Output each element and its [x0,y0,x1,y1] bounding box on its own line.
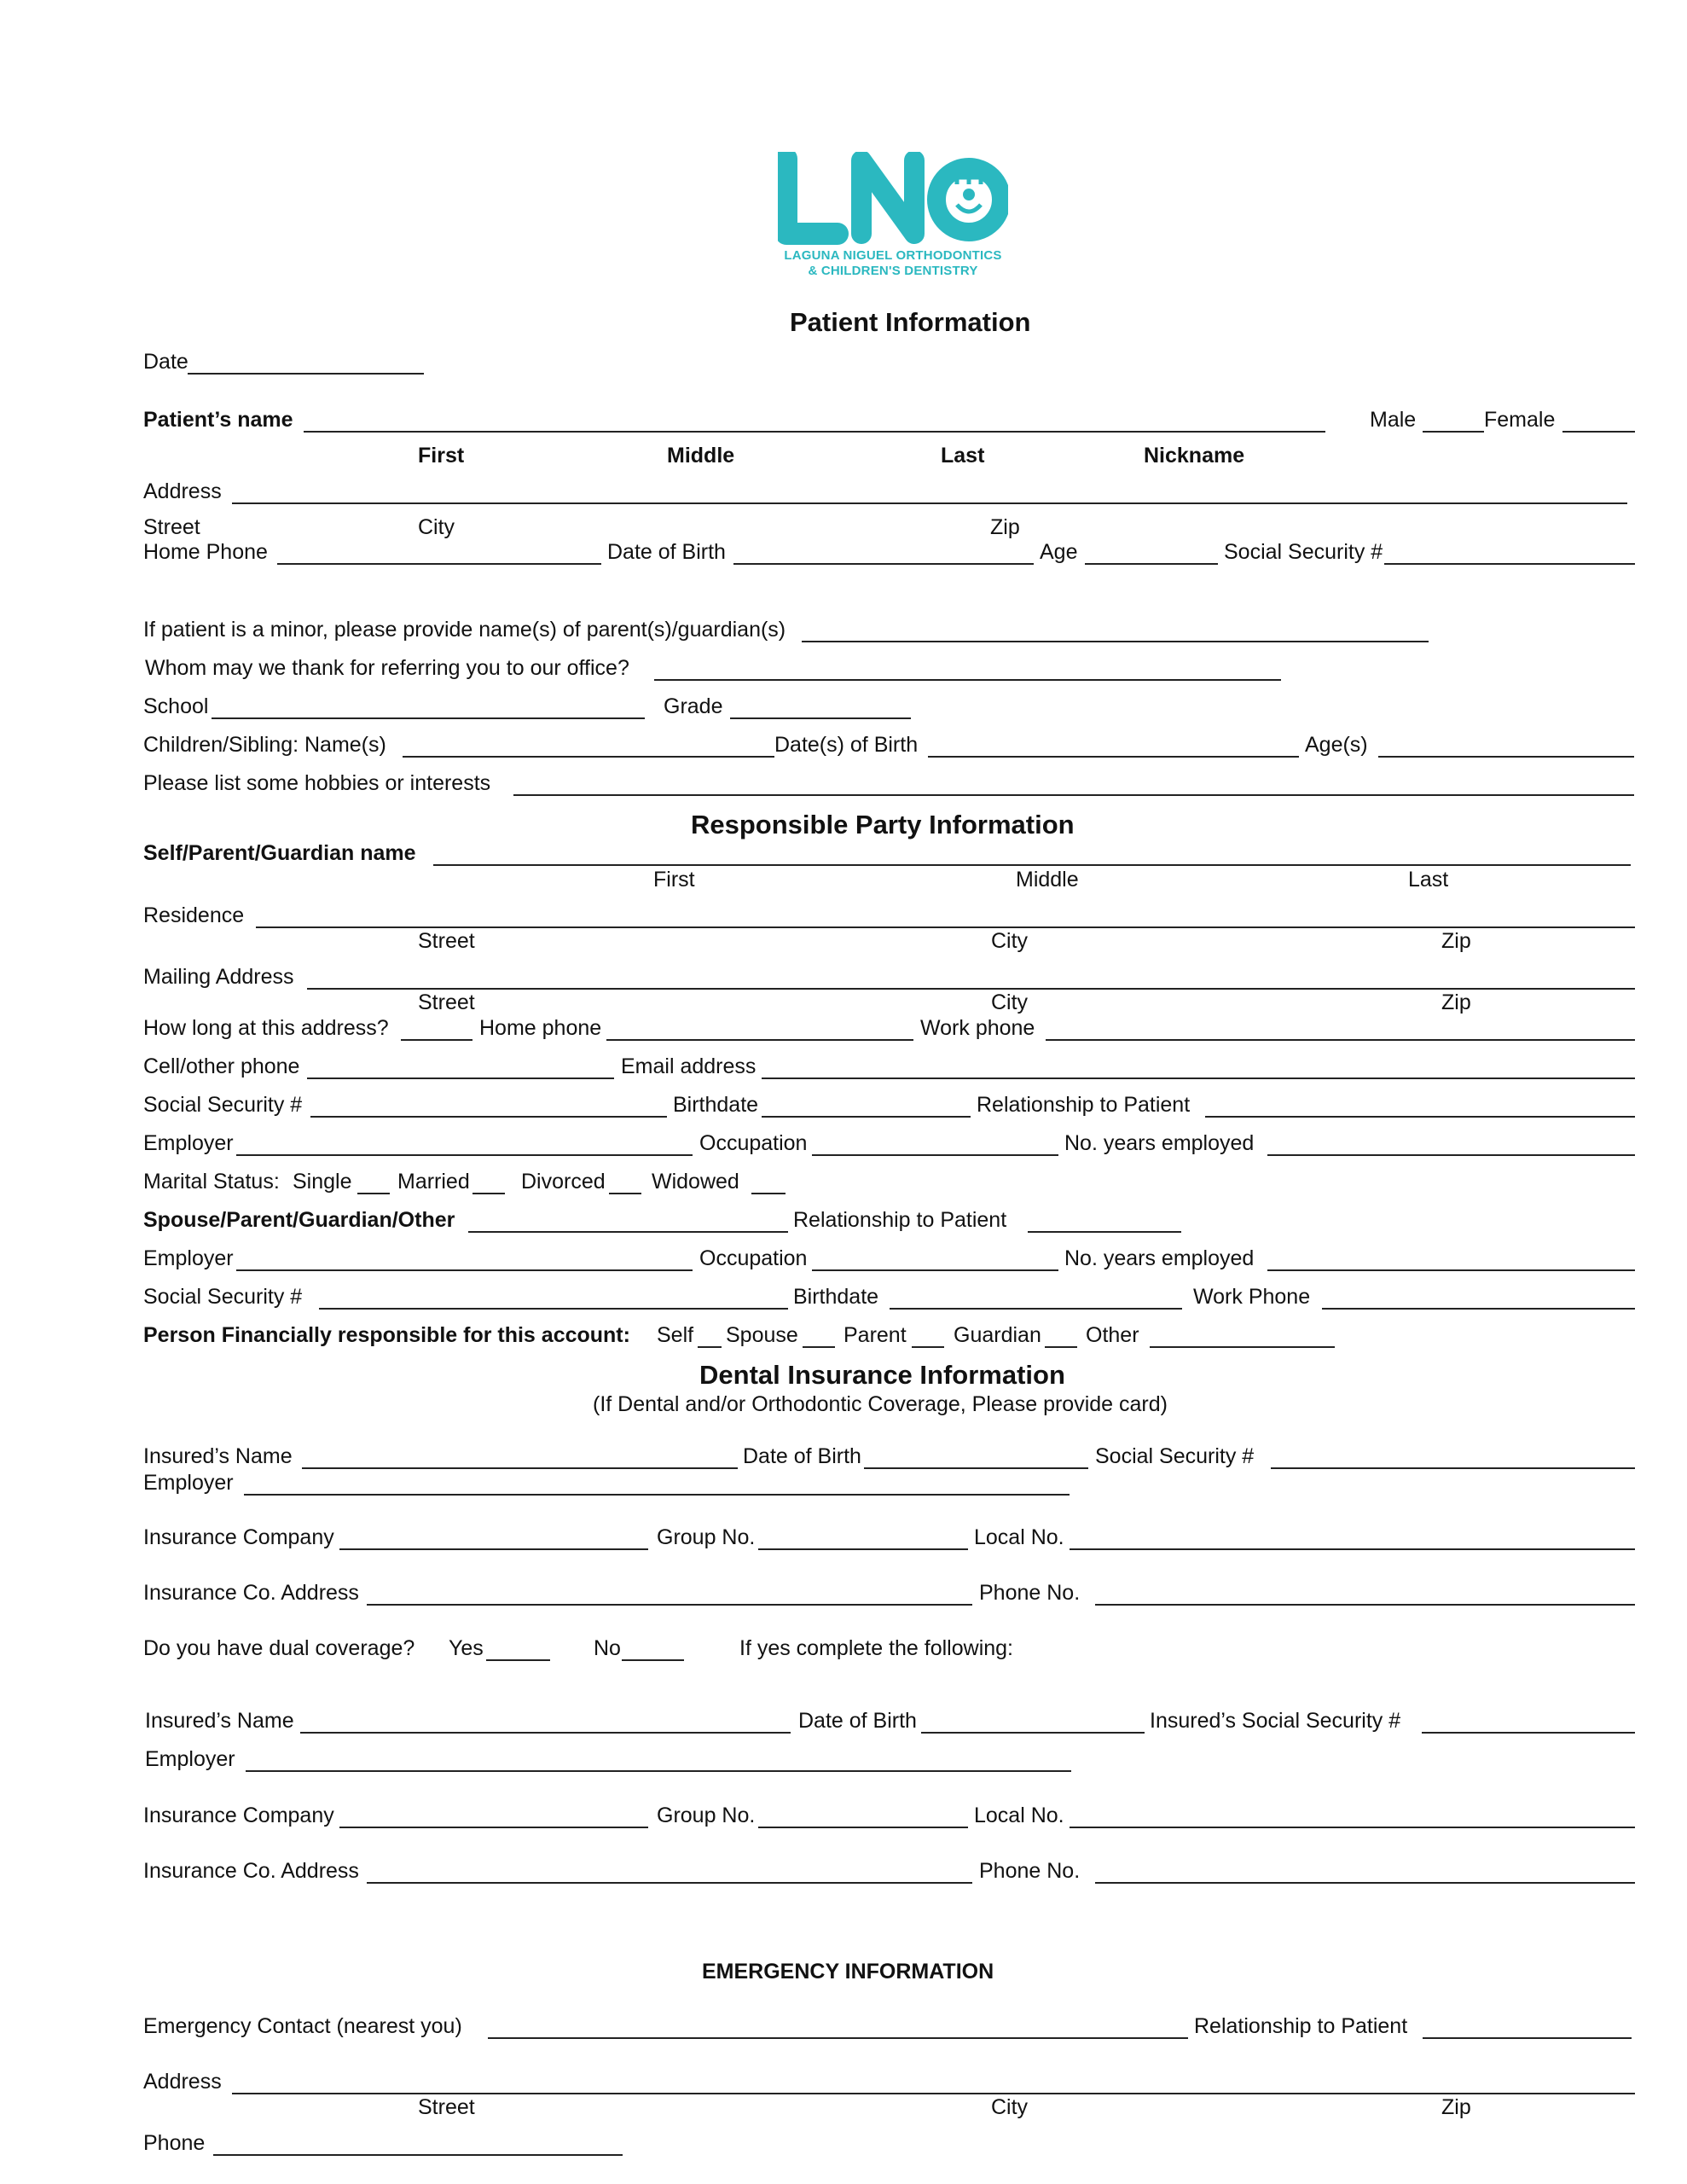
spouse-ssn-field[interactable] [319,1308,788,1310]
resp-relationship-label: Relationship to Patient [977,1093,1191,1117]
insured-ssn-field[interactable] [1271,1467,1635,1469]
insured-employer-field[interactable] [244,1494,1070,1496]
guardian-name-field[interactable] [433,864,1631,866]
school-label: School [143,694,209,718]
financial-guardian-label: Guardian [954,1323,1041,1347]
resp-years-field[interactable] [1267,1154,1635,1156]
emergency-street-caption: Street [418,2095,475,2119]
address-field[interactable] [232,502,1627,504]
emergency-address-label: Address [143,2070,222,2094]
insured-ssn-2-field[interactable] [1422,1732,1635,1734]
if-yes-label: If yes complete the following: [739,1636,1013,1660]
insured-name-label: Insured’s Name [143,1444,293,1468]
address-zip-caption: Zip [990,515,1020,539]
insurance-heading: Dental Insurance Information [699,1360,1065,1390]
spouse-field[interactable] [468,1231,788,1233]
resp-years-label: No. years employed [1064,1131,1255,1155]
ssn-field[interactable] [1384,563,1635,565]
dual-no-label: No [594,1636,621,1660]
spouse-relationship-label: Relationship to Patient [793,1208,1007,1232]
email-label: Email address [621,1054,757,1078]
resp-home-phone-field[interactable] [606,1039,913,1041]
residence-field[interactable] [256,926,1635,928]
insurance-phone-label: Phone No. [979,1581,1081,1605]
insurance-company-label: Insurance Company [143,1525,334,1549]
female-label: Female [1484,408,1556,432]
resp-work-phone-label: Work phone [920,1016,1035,1040]
spouse-employer-label: Employer [143,1246,234,1270]
widowed-field[interactable] [751,1193,786,1194]
insurance-address-field[interactable] [367,1604,972,1606]
local-no-field[interactable] [1070,1548,1635,1550]
siblings-age-field[interactable] [1378,756,1634,758]
referral-field[interactable] [654,679,1281,681]
resp-relationship-field[interactable] [1205,1116,1635,1118]
dual-no-field[interactable] [622,1659,684,1661]
page-title: Patient Information [790,307,1031,337]
financial-spouse-field[interactable] [803,1346,835,1348]
spouse-work-phone-label: Work Phone [1193,1285,1311,1309]
emergency-zip-caption: Zip [1441,2095,1471,2119]
spouse-label: Spouse/Parent/Guardian/Other [143,1208,455,1232]
school-field[interactable] [212,717,645,719]
home-phone-field[interactable] [277,563,601,565]
ssn-label: Social Security # [1224,540,1383,564]
insured-employer-2-label: Employer [145,1747,235,1771]
insurance-phone-2-label: Phone No. [979,1859,1081,1883]
financial-self-field[interactable] [698,1346,722,1348]
siblings-name-field[interactable] [403,756,774,758]
residence-zip-caption: Zip [1441,929,1471,953]
minor-label: If patient is a minor, please provide name(s) of parent(s)/guardian(s) [143,618,786,642]
married-label: Married [397,1170,470,1194]
group-no-label: Group No. [657,1525,756,1549]
financial-guardian-field[interactable] [1045,1346,1077,1348]
insurance-phone-field[interactable] [1095,1604,1635,1606]
emergency-phone-field[interactable] [213,2154,623,2156]
residence-city-caption: City [991,929,1029,953]
divorced-label: Divorced [521,1170,606,1194]
emergency-contact-field[interactable] [488,2037,1188,2039]
spouse-occupation-field[interactable] [812,1269,1058,1271]
name-middle-caption: Middle [667,444,735,468]
insurance-company-field[interactable] [339,1548,648,1550]
guardian-first-caption: First [653,868,695,892]
responsible-party-heading: Responsible Party Information [691,810,1075,839]
home-phone-label: Home Phone [143,540,268,564]
email-field[interactable] [762,1077,1635,1079]
spouse-occupation-label: Occupation [699,1246,808,1270]
spouse-years-label: No. years employed [1064,1246,1255,1270]
residence-label: Residence [143,903,245,927]
patient-name-label: Patient’s name [143,408,293,432]
name-last-caption: Last [941,444,985,468]
insurance-subheading: (If Dental and/or Orthodontic Coverage, Please provide card) [593,1392,1168,1416]
referral-label: Whom may we thank for referring you to our office? [145,656,629,680]
group-no-field[interactable] [758,1548,968,1550]
spouse-employer-field[interactable] [236,1269,693,1271]
spouse-work-phone-field[interactable] [1322,1308,1635,1310]
insured-name-field[interactable] [302,1467,738,1469]
financial-spouse-label: Spouse [726,1323,798,1347]
insurance-phone-2-field[interactable] [1095,1882,1635,1884]
guardian-name-label: Self/Parent/Guardian name [143,841,416,865]
grade-field[interactable] [730,717,911,719]
logo-caption-line1: LAGUNA NIGUEL ORTHODONTICS [784,248,1002,263]
emergency-contact-label: Emergency Contact (nearest you) [143,2014,462,2038]
financial-responsible-label: Person Financially responsible for this account: [143,1323,630,1347]
emergency-heading: EMERGENCY INFORMATION [702,1960,994,1984]
date-field[interactable] [188,373,424,375]
how-long-label: How long at this address? [143,1016,389,1040]
dual-yes-field[interactable] [486,1659,550,1661]
emergency-address-field[interactable] [232,2093,1635,2094]
married-field[interactable] [472,1193,505,1194]
hobbies-field[interactable] [513,794,1634,796]
date-label: Date [143,350,188,374]
insurance-company-2-field[interactable] [339,1827,648,1828]
male-label: Male [1370,408,1417,432]
group-no-2-label: Group No. [657,1804,756,1827]
single-label: Single [293,1170,352,1194]
siblings-dob-label: Date(s) of Birth [774,733,919,757]
financial-other-label: Other [1086,1323,1139,1347]
address-street-caption: Street [143,515,200,539]
spouse-years-field[interactable] [1267,1269,1635,1271]
insured-ssn-2-label: Insured’s Social Security # [1150,1709,1401,1733]
insured-employer-label: Employer [143,1471,234,1495]
spouse-relationship-field[interactable] [1028,1231,1181,1233]
male-field[interactable] [1423,431,1484,433]
single-field[interactable] [357,1193,390,1194]
address-city-caption: City [418,515,455,539]
patient-name-field[interactable] [304,431,1325,433]
insured-dob-field[interactable] [864,1467,1088,1469]
resp-home-phone-label: Home phone [479,1016,602,1040]
logo-caption-line2: & CHILDREN'S DENTISTRY [808,264,978,278]
widowed-label: Widowed [652,1170,739,1194]
resp-birthdate-label: Birthdate [673,1093,759,1117]
cell-phone-field[interactable] [307,1077,614,1079]
resp-occupation-label: Occupation [699,1131,808,1155]
resp-ssn-field[interactable] [310,1116,667,1118]
name-nickname-caption: Nickname [1144,444,1245,468]
insurance-address-label: Insurance Co. Address [143,1581,359,1605]
siblings-dob-field[interactable] [928,756,1299,758]
financial-parent-field[interactable] [912,1346,944,1348]
how-long-field[interactable] [401,1039,472,1041]
name-first-caption: First [418,444,465,468]
local-no-2-label: Local No. [974,1804,1064,1827]
resp-employer-field[interactable] [236,1154,693,1156]
insurance-address-2-label: Insurance Co. Address [143,1859,359,1883]
financial-parent-label: Parent [844,1323,907,1347]
guardian-last-caption: Last [1408,868,1449,892]
female-field[interactable] [1562,431,1635,433]
emergency-relationship-field[interactable] [1423,2037,1632,2039]
mailing-zip-caption: Zip [1441,990,1471,1014]
emergency-phone-label: Phone [143,2131,206,2155]
resp-ssn-label: Social Security # [143,1093,303,1117]
cell-phone-label: Cell/other phone [143,1054,300,1078]
spouse-ssn-label: Social Security # [143,1285,303,1309]
resp-work-phone-field[interactable] [1046,1039,1635,1041]
age-field[interactable] [1085,563,1218,565]
insured-dob-2-label: Date of Birth [798,1709,917,1733]
dob-label: Date of Birth [607,540,726,564]
divorced-field[interactable] [609,1193,641,1194]
age-label: Age [1040,540,1078,564]
mailing-address-field[interactable] [307,988,1635,990]
local-no-label: Local No. [974,1525,1064,1549]
dob-field[interactable] [733,563,1034,565]
spouse-birthdate-field[interactable] [890,1308,1182,1310]
address-label: Address [143,479,222,503]
insured-employer-2-field[interactable] [246,1770,1071,1772]
resp-birthdate-field[interactable] [762,1116,971,1118]
marital-status-label: Marital Status: [143,1170,280,1194]
guardian-middle-caption: Middle [1016,868,1079,892]
dual-coverage-label: Do you have dual coverage? [143,1636,415,1660]
insured-name-2-label: Insured’s Name [145,1709,294,1733]
insured-dob-2-field[interactable] [921,1732,1145,1734]
resp-occupation-field[interactable] [812,1154,1058,1156]
minor-guardian-field[interactable] [802,641,1429,642]
grade-label: Grade [664,694,723,718]
resp-employer-label: Employer [143,1131,234,1155]
siblings-label: Children/Sibling: Name(s) [143,733,386,757]
financial-other-field[interactable] [1150,1346,1335,1348]
emergency-city-caption: City [991,2095,1029,2119]
insurance-address-2-field[interactable] [367,1882,972,1884]
dual-yes-label: Yes [449,1636,484,1660]
group-no-2-field[interactable] [758,1827,968,1828]
insured-dob-label: Date of Birth [743,1444,861,1468]
insured-ssn-label: Social Security # [1095,1444,1255,1468]
mailing-street-caption: Street [418,990,475,1014]
insurance-company-2-label: Insurance Company [143,1804,334,1827]
residence-street-caption: Street [418,929,475,953]
hobbies-label: Please list some hobbies or interests [143,771,491,795]
siblings-age-label: Age(s) [1305,733,1368,757]
mailing-address-label: Mailing Address [143,965,294,989]
financial-self-label: Self [657,1323,694,1347]
mailing-city-caption: City [991,990,1029,1014]
emergency-relationship-label: Relationship to Patient [1194,2014,1408,2038]
spouse-birthdate-label: Birthdate [793,1285,879,1309]
insured-name-2-field[interactable] [300,1732,791,1734]
local-no-2-field[interactable] [1070,1827,1635,1828]
